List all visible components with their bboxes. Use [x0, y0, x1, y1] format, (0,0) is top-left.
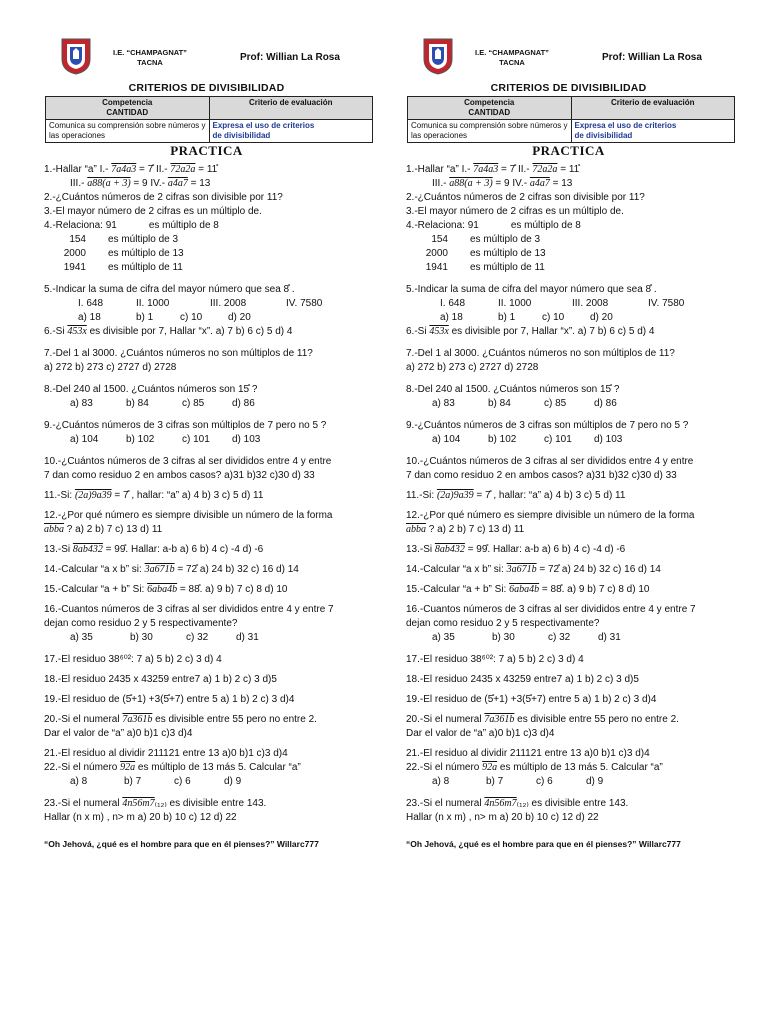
- q23-text: 23.-Si el numeral: [44, 798, 123, 809]
- competency-header: [46, 97, 210, 120]
- exercise-5: 5.-Indicar la suma de cifra del mayor número que sea 8̊ .: [406, 284, 657, 295]
- option: II. 1000: [136, 298, 170, 309]
- answer: a) 35: [432, 632, 455, 643]
- answer: c) 6: [174, 776, 191, 787]
- exercise-20: [44, 713, 369, 727]
- exercise-11: [44, 489, 369, 503]
- answer: b) 102: [488, 434, 517, 445]
- option: IV. 7580: [286, 298, 323, 309]
- answer: c) 85: [182, 398, 205, 409]
- criteria-line-2: de divisibilidad: [574, 131, 633, 140]
- answer: d) 9: [586, 776, 604, 787]
- competency-value: CANTIDAD: [106, 108, 149, 117]
- q1b-text-2: = 9 IV.-: [492, 178, 530, 189]
- q15-text: 15.-Calcular “a + b” Si:: [406, 584, 510, 595]
- exercise-3: 3.-El mayor número de 2 cifras es un múltiplo de.: [406, 206, 624, 217]
- competency-table: [45, 96, 373, 143]
- exercise-23b: Hallar (n x m) , n> m a) 20 b) 10 c) 12 d) 22: [44, 812, 237, 823]
- exercise-3: 3.-El mayor número de 2 cifras es un múltiplo de.: [44, 206, 262, 217]
- footer-quote: “Oh Jehová, ¿qué es el hombre para que en él pienses?” Willarc777: [406, 839, 681, 849]
- exercise-8: 8.-Del 240 al 1500. ¿Cuántos números son 15̊ ?: [44, 384, 258, 395]
- q13-text: 13.-Si: [406, 544, 435, 555]
- q1b-text-3: = 13: [187, 178, 211, 189]
- q15-numeral: 6aba4b: [147, 584, 178, 595]
- q22-numeral: 92a: [120, 762, 136, 773]
- answer: a) 18: [440, 312, 463, 323]
- exercise-4: [406, 219, 731, 233]
- q6-text: 6.-Si: [406, 326, 430, 337]
- q1-text-2: = 7̊ II.-: [498, 164, 533, 175]
- answer: c) 101: [182, 434, 210, 445]
- q12-numeral: abba: [406, 524, 426, 535]
- relation-text: es múltiplo de 3: [470, 234, 541, 245]
- q16-answers: [406, 631, 731, 645]
- exercise-12: 12.-¿Por qué número es siempre divisible un número de la forma: [406, 510, 695, 521]
- q4-text: es múltiplo de 8: [148, 220, 219, 231]
- criteria-description: [571, 120, 735, 143]
- q7-answers: a) 272 b) 273 c) 2727 d) 2728: [406, 362, 539, 373]
- q14-text: 14.-Calcular “a x b” si:: [44, 564, 145, 575]
- q14-text: 14.-Calcular “a x b” si:: [406, 564, 507, 575]
- criteria-line-1: Expresa el uso de criterios: [574, 121, 677, 130]
- answer: c) 32: [548, 632, 571, 643]
- exercise-15: [406, 583, 731, 597]
- answer: a) 104: [70, 434, 99, 445]
- option: I. 648: [440, 298, 466, 309]
- exercise-17: 17.-El residuo 38⁶⁰²: 7 a) 5 b) 2 c) 3 d) 4: [44, 654, 222, 665]
- answer: b) 30: [130, 632, 153, 643]
- q6-numeral: 453x: [429, 326, 449, 337]
- q22-answers: [406, 775, 731, 789]
- exercise-14: [406, 563, 731, 577]
- exercise-16b: dejan como residuo 2 y 5 respectivamente?: [406, 618, 600, 629]
- exercise-7: 7.-Del 1 al 3000. ¿Cuántos números no son múltiplos de 11?: [44, 348, 313, 359]
- answer: d) 103: [594, 434, 623, 445]
- answer: d) 31: [236, 632, 259, 643]
- relation-number: 154: [431, 234, 448, 245]
- exercise-19: 19.-El residuo de (5̊+1) +3(5̊+7) entre 5 a) 1 b) 2 c) 3 d)4: [44, 694, 295, 705]
- school-line-2: TACNA: [137, 58, 163, 67]
- answer: b) 7: [486, 776, 504, 787]
- option: III. 2008: [572, 298, 609, 309]
- q5-options: [406, 297, 731, 311]
- q9-answers: [44, 433, 369, 447]
- q1-text: 1.-Hallar “a” I.-: [44, 164, 112, 175]
- q22-text-2: es múltiplo de 13 más 5. Calcular “a”: [135, 762, 301, 773]
- exercise-18: 18.-El residuo 2435 x 43259 entre7 a) 1 b) 2 c) 3 d)5: [44, 674, 277, 685]
- q13-numeral: 8ab432: [72, 544, 103, 555]
- exercise-16b: dejan como residuo 2 y 5 respectivamente?: [44, 618, 238, 629]
- q6-numeral: 453x: [67, 326, 87, 337]
- answer: d) 103: [232, 434, 261, 445]
- competency-label: Competencia: [464, 98, 515, 107]
- q22-numeral: 92a: [482, 762, 498, 773]
- exercise-6: [406, 325, 731, 339]
- exercise-10: 10.-¿Cuántos números de 3 cifras al ser divididos entre 4 y entre: [44, 456, 332, 467]
- exercise-9: 9.-¿Cuántos números de 3 cifras son múltiplos de 7 pero no 5 ?: [44, 420, 327, 431]
- relation-row: [406, 247, 731, 261]
- exercise-15: [44, 583, 369, 597]
- school-line-1: I.E. “CHAMPAGNAT”: [475, 48, 549, 57]
- exercise-21: 21.-El residuo al dividir 211121 entre 13 a)0 b)1 c)3 d)4: [44, 748, 288, 759]
- exercise-8: 8.-Del 240 al 1500. ¿Cuántos números son 15̊ ?: [406, 384, 620, 395]
- relation-row: [44, 247, 369, 261]
- answer: a) 83: [432, 398, 455, 409]
- q11-text-2: = 7̊ , hallar: “a” a) 4 b) 3 c) 5 d) 11: [111, 490, 264, 501]
- worksheet-right: [406, 32, 731, 851]
- school-line-2: TACNA: [499, 58, 525, 67]
- exercise-1b: [44, 177, 369, 191]
- competency-description: Comunica su comprensión sobre números y las operaciones: [46, 120, 210, 143]
- answer: b) 84: [126, 398, 149, 409]
- q20-text-2: es divisible entre 55 pero no entre 2.: [152, 714, 317, 725]
- q9-answers: [406, 433, 731, 447]
- competency-header: [408, 97, 572, 120]
- q6-text: 6.-Si: [44, 326, 68, 337]
- q1-text-3: = 11̊: [195, 164, 218, 175]
- exercise-23: [406, 797, 731, 811]
- q20-numeral: 7a361b: [484, 714, 515, 725]
- q8-answers: [406, 397, 731, 411]
- q22-text-2: es múltiplo de 13 más 5. Calcular “a”: [497, 762, 663, 773]
- q1b-text-2: = 9 IV.-: [130, 178, 168, 189]
- q1-numeral-2: 72a2a: [532, 164, 558, 175]
- q22-answers: [44, 775, 369, 789]
- exercise-9: 9.-¿Cuántos números de 3 cifras son múltiplos de 7 pero no 5 ?: [406, 420, 689, 431]
- q1b-numeral-1: a88(a + 3): [449, 178, 493, 189]
- relation-row: [406, 233, 731, 247]
- option: III. 2008: [210, 298, 247, 309]
- answer: b) 1: [136, 312, 154, 323]
- exercise-20b: Dar el valor de “a” a)0 b)1 c)3 d)4: [406, 728, 555, 739]
- criteria-header: Criterio de evaluación: [571, 97, 735, 120]
- q12-text: ? a) 2 b) 7 c) 13 d) 11: [64, 524, 163, 535]
- q6-text-2: es divisible por 7, Hallar “x”. a) 7 b) 6 c) 5 d) 4: [448, 326, 655, 337]
- q1-numeral-1: 7a4a3: [473, 164, 499, 175]
- q23-numeral: 4n56m7: [484, 798, 517, 809]
- competency-description: Comunica su comprensión sobre números y las operaciones: [408, 120, 572, 143]
- criteria-line-2: de divisibilidad: [212, 131, 271, 140]
- q8-answers: [44, 397, 369, 411]
- answer: c) 101: [544, 434, 572, 445]
- q11-numeral: (2a)9a39: [436, 490, 474, 501]
- answer: b) 102: [126, 434, 155, 445]
- answer: a) 8: [432, 776, 450, 787]
- q1b-numeral-2: a4a7: [529, 178, 550, 189]
- q20-numeral: 7a361b: [122, 714, 153, 725]
- q23-text-2: ₍₁₂₎ es divisible entre 143.: [154, 798, 267, 809]
- exercise-7: 7.-Del 1 al 3000. ¿Cuántos números no son múltiplos de 11?: [406, 348, 675, 359]
- q1-text-2: = 7̊ II.-: [136, 164, 171, 175]
- q22-text: 22.-Si el número: [44, 762, 121, 773]
- answer: b) 7: [124, 776, 142, 787]
- answer: c) 85: [544, 398, 567, 409]
- school-crest-icon: [60, 37, 92, 75]
- answer: d) 9: [224, 776, 242, 787]
- q5-answers: [44, 311, 369, 325]
- exercise-1: [406, 163, 731, 177]
- relation-number: 1941: [63, 262, 86, 273]
- criteria-description: [209, 120, 373, 143]
- option: IV. 7580: [648, 298, 685, 309]
- criteria-header: Criterio de evaluación: [209, 97, 373, 120]
- relation-text: es múltiplo de 13: [108, 248, 184, 259]
- exercise-2: 2.-¿Cuántos números de 2 cifras son divisible por 11?: [44, 192, 283, 203]
- competency-table: [407, 96, 735, 143]
- teacher-name: Prof: Willian La Rosa: [602, 52, 702, 63]
- exercise-12b: [44, 523, 369, 537]
- exercise-10b: 7 dan como residuo 2 en ambos casos? a)31 b)32 c)30 d) 33: [406, 470, 677, 481]
- exercise-20: [406, 713, 731, 727]
- q4-label: 4.-Relaciona: 91: [44, 220, 117, 231]
- q11-text-2: = 7̊ , hallar: “a” a) 4 b) 3 c) 5 d) 11: [473, 490, 626, 501]
- q14-numeral: 3a671b: [144, 564, 175, 575]
- answer: c) 32: [186, 632, 209, 643]
- q4-label: 4.-Relaciona: 91: [406, 220, 479, 231]
- exercise-2: 2.-¿Cuántos números de 2 cifras son divisible por 11?: [406, 192, 645, 203]
- exercise-list: [44, 163, 369, 851]
- q7-answers: a) 272 b) 273 c) 2727 d) 2728: [44, 362, 177, 373]
- answer: a) 83: [70, 398, 93, 409]
- q1-text-3: = 11̊: [557, 164, 580, 175]
- q14-text-2: = 72̊ a) 24 b) 32 c) 16 d) 14: [174, 564, 299, 575]
- relation-text: es múltiplo de 13: [470, 248, 546, 259]
- answer: d) 31: [598, 632, 621, 643]
- teacher-name: Prof: Willian La Rosa: [240, 52, 340, 63]
- q13-text-2: = 99̊. Hallar: a-b a) 6 b) 4 c) -4 d) -6: [464, 544, 626, 555]
- exercise-10b: 7 dan como residuo 2 en ambos casos? a)31 b)32 c)30 d) 33: [44, 470, 315, 481]
- answer: d) 20: [590, 312, 613, 323]
- q15-text: 15.-Calcular “a + b” Si:: [44, 584, 148, 595]
- exercise-list: [406, 163, 731, 851]
- exercise-6: [44, 325, 369, 339]
- answer: a) 104: [432, 434, 461, 445]
- exercise-1: [44, 163, 369, 177]
- school-name: [472, 48, 552, 68]
- exercise-22: [406, 761, 731, 775]
- option: I. 648: [78, 298, 104, 309]
- q1-numeral-2: 72a2a: [170, 164, 196, 175]
- q4-text: es múltiplo de 8: [510, 220, 581, 231]
- q22-text: 22.-Si el número: [406, 762, 483, 773]
- exercise-1b: [406, 177, 731, 191]
- q16-answers: [44, 631, 369, 645]
- relation-row: [406, 261, 731, 275]
- exercise-20b: Dar el valor de “a” a)0 b)1 c)3 d)4: [44, 728, 193, 739]
- q5-answers: [406, 311, 731, 325]
- relation-number: 1941: [425, 262, 448, 273]
- exercise-11: [406, 489, 731, 503]
- q1b-text: III.-: [70, 178, 88, 189]
- exercise-22: [44, 761, 369, 775]
- relation-number: 2000: [425, 248, 448, 259]
- exercise-13: [44, 543, 369, 557]
- q15-numeral: 6aba4b: [509, 584, 540, 595]
- answer: a) 35: [70, 632, 93, 643]
- q1b-text-3: = 13: [549, 178, 573, 189]
- q6-text-2: es divisible por 7, Hallar “x”. a) 7 b) 6 c) 5 d) 4: [86, 326, 293, 337]
- exercise-14: [44, 563, 369, 577]
- q20-text-2: es divisible entre 55 pero no entre 2.: [514, 714, 679, 725]
- exercise-23b: Hallar (n x m) , n> m a) 20 b) 10 c) 12 d) 22: [406, 812, 599, 823]
- practica-heading: PRACTICA: [170, 143, 243, 158]
- q11-numeral: (2a)9a39: [74, 490, 112, 501]
- exercise-17: 17.-El residuo 38⁶⁰²: 7 a) 5 b) 2 c) 3 d) 4: [406, 654, 584, 665]
- header: [44, 32, 369, 80]
- answer: c) 6: [536, 776, 553, 787]
- exercise-19: 19.-El residuo de (5̊+1) +3(5̊+7) entre 5 a) 1 b) 2 c) 3 d)4: [406, 694, 657, 705]
- answer: c) 10: [542, 312, 565, 323]
- q1b-numeral-2: a4a7: [167, 178, 188, 189]
- q1b-text: III.-: [432, 178, 450, 189]
- footer-quote: “Oh Jehová, ¿qué es el hombre para que en él pienses?” Willarc777: [44, 839, 319, 849]
- exercise-21: 21.-El residuo al dividir 211121 entre 13 a)0 b)1 c)3 d)4: [406, 748, 650, 759]
- q1-text: 1.-Hallar “a” I.-: [406, 164, 474, 175]
- q14-numeral: 3a671b: [506, 564, 537, 575]
- relation-text: es múltiplo de 11: [108, 262, 183, 273]
- answer: b) 30: [492, 632, 515, 643]
- worksheet-left: [44, 32, 369, 851]
- competency-label: Competencia: [102, 98, 153, 107]
- q20-text: 20.-Si el numeral: [44, 714, 123, 725]
- relation-text: es múltiplo de 3: [108, 234, 179, 245]
- practica-heading: PRACTICA: [532, 143, 605, 158]
- exercise-10: 10.-¿Cuántos números de 3 cifras al ser divididos entre 4 y entre: [406, 456, 694, 467]
- answer: b) 1: [498, 312, 516, 323]
- q15-text-2: = 88̊. a) 9 b) 7 c) 8 d) 10: [177, 584, 288, 595]
- exercise-16: 16.-Cuantos números de 3 cifras al ser divididos entre 4 y entre 7: [44, 604, 334, 615]
- answer: d) 20: [228, 312, 251, 323]
- option: II. 1000: [498, 298, 532, 309]
- q23-text-2: ₍₁₂₎ es divisible entre 143.: [516, 798, 629, 809]
- answer: a) 8: [70, 776, 88, 787]
- q13-text-2: = 99̊. Hallar: a-b a) 6 b) 4 c) -4 d) -6: [102, 544, 264, 555]
- q13-numeral: 8ab432: [434, 544, 465, 555]
- school-name: [110, 48, 190, 68]
- q1b-numeral-1: a88(a + 3): [87, 178, 131, 189]
- answer: c) 10: [180, 312, 203, 323]
- q23-text: 23.-Si el numeral: [406, 798, 485, 809]
- header: [406, 32, 731, 80]
- relation-number: 2000: [63, 248, 86, 259]
- relation-text: es múltiplo de 11: [470, 262, 545, 273]
- answer: b) 84: [488, 398, 511, 409]
- criteria-line-1: Expresa el uso de criterios: [212, 121, 315, 130]
- exercise-18: 18.-El residuo 2435 x 43259 entre7 a) 1 b) 2 c) 3 d)5: [406, 674, 639, 685]
- exercise-4: [44, 219, 369, 233]
- relation-number: 154: [69, 234, 86, 245]
- page-title: CRITERIOS DE DIVISIBILIDAD: [128, 82, 285, 94]
- exercise-16: 16.-Cuantos números de 3 cifras al ser divididos entre 4 y entre 7: [406, 604, 696, 615]
- answer: d) 86: [594, 398, 617, 409]
- exercise-5: 5.-Indicar la suma de cifra del mayor número que sea 8̊ .: [44, 284, 295, 295]
- q13-text: 13.-Si: [44, 544, 73, 555]
- q1-numeral-1: 7a4a3: [111, 164, 137, 175]
- school-crest-icon: [422, 37, 454, 75]
- relation-row: [44, 261, 369, 275]
- exercise-12b: [406, 523, 731, 537]
- competency-value: CANTIDAD: [468, 108, 511, 117]
- q14-text-2: = 72̊ a) 24 b) 32 c) 16 d) 14: [536, 564, 661, 575]
- relation-row: [44, 233, 369, 247]
- q11-text: 11.-Si:: [44, 490, 75, 501]
- page-title: CRITERIOS DE DIVISIBILIDAD: [490, 82, 647, 94]
- school-line-1: I.E. “CHAMPAGNAT”: [113, 48, 187, 57]
- q12-numeral: abba: [44, 524, 64, 535]
- q5-options: [44, 297, 369, 311]
- q20-text: 20.-Si el numeral: [406, 714, 485, 725]
- answer: a) 18: [78, 312, 101, 323]
- exercise-23: [44, 797, 369, 811]
- exercise-12: 12.-¿Por qué número es siempre divisible un número de la forma: [44, 510, 333, 521]
- exercise-13: [406, 543, 731, 557]
- q15-text-2: = 88̊. a) 9 b) 7 c) 8 d) 10: [539, 584, 650, 595]
- answer: d) 86: [232, 398, 255, 409]
- q12-text: ? a) 2 b) 7 c) 13 d) 11: [426, 524, 525, 535]
- q23-numeral: 4n56m7: [122, 798, 155, 809]
- q11-text: 11.-Si:: [406, 490, 437, 501]
